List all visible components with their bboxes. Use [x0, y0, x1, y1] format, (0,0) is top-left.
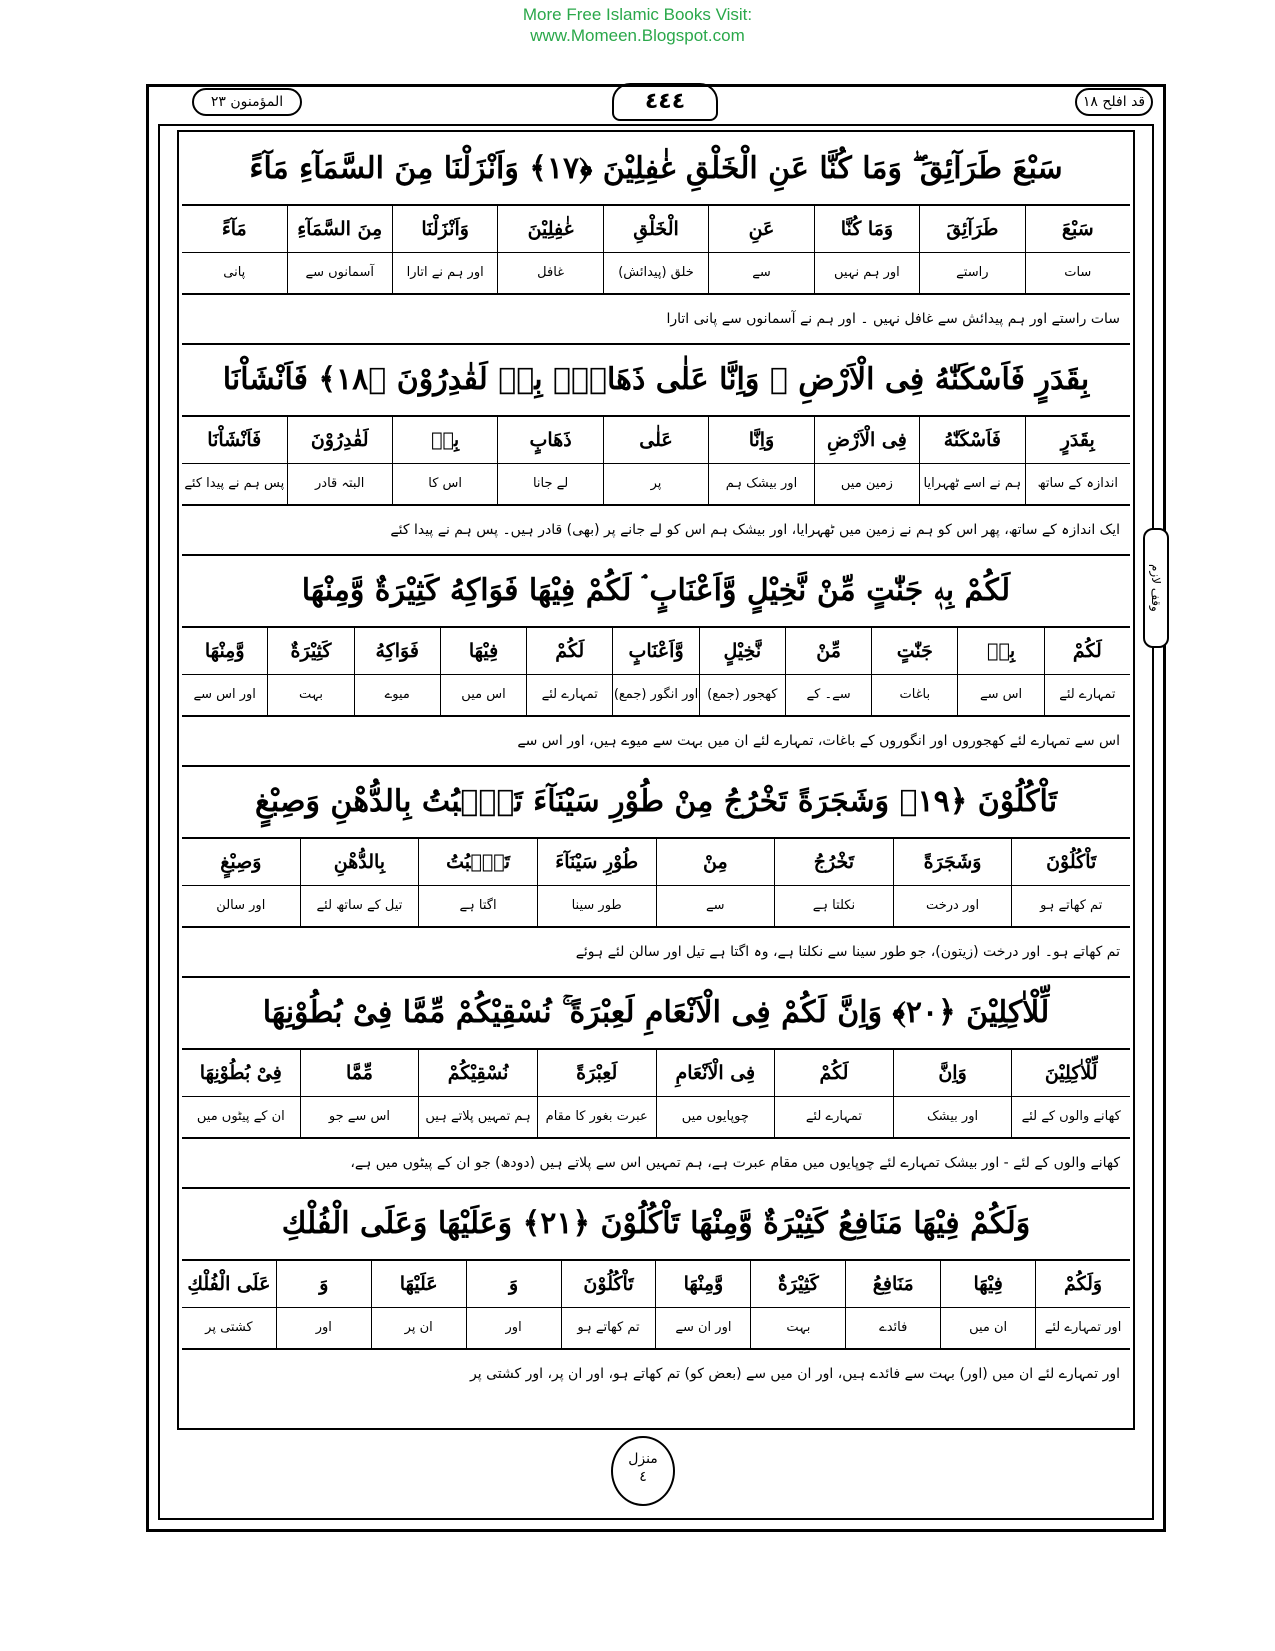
arabic-word-cell: لَكُمْ — [774, 1050, 893, 1096]
arabic-word-cell: طُوْرِ سَيْنَآءَ — [537, 839, 656, 885]
arabic-word-cell: مَنَافِعُ — [845, 1261, 940, 1307]
arabic-word-cell: وَ — [276, 1261, 371, 1307]
arabic-word-cell: بِهٖ — [957, 628, 1043, 674]
arabic-word-cell: مَآءً — [221, 218, 247, 240]
word-meaning-cell: راستے — [919, 253, 1024, 293]
word-meaning-cell: اور ان سے — [655, 1308, 750, 1348]
word-meaning-cell: ان کے پیٹوں میں — [196, 1109, 285, 1124]
verse-section — [182, 556, 1130, 767]
word-meaning-cell: خلق (پیدائش) — [603, 253, 708, 293]
word-meaning-cell: اگتا ہے — [418, 886, 537, 926]
verse-section — [182, 978, 1130, 1189]
word-row — [182, 1261, 1130, 1308]
word-meaning-cell: تمہارے لئے — [1044, 675, 1130, 715]
juz-label: قد افلح ١٨ — [1075, 88, 1153, 116]
arabic-verse-line: لَكُمْ بِهٖ جَنّٰتٍ مِّنْ نَّخِيْلٍ وَّاَعْنَابٍ ۘ لَكُمْ فِيْهَا فَوَاكِهُ كَثِيْرَةٌ وَّمِنْهَا — [182, 556, 1130, 628]
arabic-word-cell: بِقَدَرٍ — [1025, 417, 1130, 463]
arabic-word-cell: فَاَنْشَاْنَا — [207, 429, 262, 451]
verse-section — [182, 767, 1130, 978]
word-meaning-cell: ہم تمہیں پلاتے ہیں — [418, 1097, 537, 1137]
urdu-translation-line: اس سے تمہارے لئے کھجوروں اور انگوروں کے باغات، تمہارے لئے ان میں بہت سے میوے ہیں، اور اس سے — [182, 717, 1130, 767]
arabic-word-cell: بِالدُّهْنِ — [300, 839, 419, 885]
word-meaning-cell: نکلتا ہے — [774, 886, 893, 926]
arabic-word-cell: عَنِ — [708, 206, 813, 252]
word-meaning-cell: پانی — [223, 265, 246, 280]
arabic-word-cell: وَاِنَّا — [708, 417, 813, 463]
word-meaning-cell: اور اس سے — [193, 687, 256, 702]
word-meaning-cell: اور — [276, 1308, 371, 1348]
arabic-word-cell: لَعِبْرَةً — [537, 1050, 656, 1096]
arabic-word-cell: وَلَكُمْ — [1035, 1261, 1130, 1307]
word-meaning-cell: پر — [603, 464, 708, 504]
word-meaning-cell: ان میں — [940, 1308, 1035, 1348]
page-content — [182, 134, 1130, 1398]
word-meaning-cell: اور بیشک ہم — [708, 464, 813, 504]
arabic-word-cell: سَبْعَ — [1025, 206, 1130, 252]
arabic-word-cell: كَثِيْرَةٌ — [750, 1261, 845, 1307]
promo-banner[interactable] — [0, 4, 1275, 46]
arabic-word-cell: جَنّٰتٍ — [871, 628, 957, 674]
word-row — [182, 839, 1130, 886]
word-meaning-cell: اس سے — [957, 675, 1043, 715]
waqf-badge: وقف لازم — [1143, 528, 1169, 648]
word-meaning-cell: اندازہ کے ساتھ — [1025, 464, 1130, 504]
word-meaning-cell: کھانے والوں کے لئے — [1011, 1097, 1130, 1137]
word-meaning-cell: اور تمہارے لئے — [1035, 1308, 1130, 1348]
arabic-word-cell: ذَهَابٍ — [497, 417, 602, 463]
urdu-translation-line: کھانے والوں کے لئے - اور بیشک تمہارے لئے چوپایوں میں مقام عبرت ہے، ہم تمہیں اس سے پلاتے ہیں (دودھ) جو ان کے پیٹوں میں ہے، — [182, 1139, 1130, 1189]
word-meaning-cell: پس ہم نے پیدا کئے — [184, 476, 285, 491]
word-meaning-cell: میوے — [354, 675, 440, 715]
manzil-number: ٤ — [639, 1469, 647, 1485]
word-row — [182, 1050, 1130, 1097]
arabic-word-cell: وَاَنْزَلْنَا — [392, 206, 497, 252]
arabic-word-cell: تَاْكُلُوْنَ — [1011, 839, 1130, 885]
arabic-word-cell: مِنَ السَّمَآءِ — [287, 206, 392, 252]
verse-section — [182, 1189, 1130, 1398]
surah-label: المؤمنون ٢٣ — [192, 88, 302, 116]
arabic-word-cell: لَكُمْ — [526, 628, 612, 674]
arabic-verse-line: تَاْكُلُوْنَ ﴿١٩﴾ وَشَجَرَةً تَخْرُجُ مِنْ طُوْرِ سَيْنَآءَ تَنْۢبُتُ بِالدُّهْنِ وَصِبْغٍ — [182, 767, 1130, 839]
translation-row — [182, 1097, 1130, 1139]
word-meaning-cell: سے — [656, 886, 775, 926]
arabic-word-cell: وَاِنَّ — [893, 1050, 1012, 1096]
word-meaning-cell: کشتی پر — [205, 1320, 253, 1335]
word-meaning-cell: سے — [708, 253, 813, 293]
promo-line-1: More Free Islamic Books Visit: — [522, 5, 753, 24]
translation-row — [182, 1308, 1130, 1350]
arabic-word-cell: نَّخِيْلٍ — [699, 628, 785, 674]
arabic-word-cell: تَنْۢبُتُ — [418, 839, 537, 885]
arabic-word-cell: مِنْ — [656, 839, 775, 885]
arabic-word-cell: وَّاَعْنَابٍ — [612, 628, 698, 674]
page-number: ٤٤٤ — [612, 83, 718, 121]
urdu-translation-line: اور تمہارے لئے ان میں (اور) بہت سے فائدے ہیں، اور ان میں سے (بعض کو) تم کھاتے ہو، اور ان پر، اور کشتی پر — [470, 1366, 1120, 1382]
word-meaning-cell: تیل کے ساتھ لئے — [300, 886, 419, 926]
arabic-word-cell: تَاْكُلُوْنَ — [561, 1261, 656, 1307]
arabic-word-cell: فِيْهَا — [440, 628, 526, 674]
word-meaning-cell: اور ہم نے اتارا — [392, 253, 497, 293]
arabic-word-cell: فِى الْاَنْعَامِ — [656, 1050, 775, 1096]
word-meaning-cell: اس کا — [392, 464, 497, 504]
manzil-marker — [611, 1436, 675, 1506]
arabic-word-cell: فِىْ بُطُوْنِهَا — [199, 1062, 282, 1084]
manzil-label: منزل — [628, 1451, 658, 1467]
word-meaning-cell: سات — [1025, 253, 1130, 293]
word-meaning-cell: اور — [466, 1308, 561, 1348]
word-meaning-cell: بہت — [750, 1308, 845, 1348]
word-row — [182, 417, 1130, 464]
word-meaning-cell: اس سے جو — [300, 1097, 419, 1137]
word-meaning-cell: البتہ قادر — [287, 464, 392, 504]
word-meaning-cell: تم کھاتے ہو — [1011, 886, 1130, 926]
arabic-word-cell: وَّمِنْهَا — [655, 1261, 750, 1307]
word-meaning-cell: آسمانوں سے — [287, 253, 392, 293]
word-meaning-cell: ہم نے اسے ٹھہرایا — [919, 464, 1024, 504]
word-meaning-cell: تمہارے لئے — [526, 675, 612, 715]
arabic-word-cell: عَلٰى — [603, 417, 708, 463]
arabic-word-cell: مِّنْ — [785, 628, 871, 674]
arabic-word-cell: نُسْقِيْكُمْ — [418, 1050, 537, 1096]
translation-row — [182, 675, 1130, 717]
arabic-word-cell: عَلَيْهَا — [371, 1261, 466, 1307]
word-meaning-cell: بہت — [267, 675, 353, 715]
arabic-word-cell: لَكُمْ — [1044, 628, 1130, 674]
verse-section — [182, 134, 1130, 345]
arabic-word-cell: لَقٰدِرُوْنَ — [287, 417, 392, 463]
word-meaning-cell: اور درخت — [893, 886, 1012, 926]
arabic-verse-line: لِّلْاٰكِلِيْنَ ﴿٢٠﴾ وَاِنَّ لَكُمْ فِى الْاَنْعَامِ لَعِبْرَةً ۚ نُسْقِيْكُمْ مِّمَّا فِىْ بُطُوْنِهَا — [182, 978, 1130, 1050]
arabic-word-cell: وَمَا كُنَّا — [814, 206, 919, 252]
arabic-word-cell: وَّمِنْهَا — [204, 640, 245, 662]
word-meaning-cell: تم کھاتے ہو — [561, 1308, 656, 1348]
word-meaning-cell: باغات — [871, 675, 957, 715]
word-meaning-cell: کھجور (جمع) — [699, 675, 785, 715]
arabic-word-cell: فَوَاكِهُ — [354, 628, 440, 674]
word-meaning-cell: غافل — [497, 253, 602, 293]
urdu-translation-line: تم کھاتے ہو۔ اور درخت (زیتون)، جو طور سینا سے نکلتا ہے، وہ اگتا ہے تیل اور سالن لئے ہوئے — [182, 928, 1130, 978]
word-meaning-cell: تمہارے لئے — [774, 1097, 893, 1137]
arabic-word-cell: كَثِيْرَةٌ — [267, 628, 353, 674]
arabic-word-cell: غٰفِلِيْنَ — [497, 206, 602, 252]
verse-section — [182, 345, 1130, 556]
arabic-word-cell: فِيْهَا — [940, 1261, 1035, 1307]
word-meaning-cell: اس میں — [440, 675, 526, 715]
word-meaning-cell: اور بیشک — [893, 1097, 1012, 1137]
arabic-word-cell: مِّمَّا — [300, 1050, 419, 1096]
word-meaning-cell: اور سالن — [216, 898, 266, 913]
translation-row — [182, 464, 1130, 506]
arabic-word-cell: وَشَجَرَةً — [893, 839, 1012, 885]
translation-row — [182, 886, 1130, 928]
arabic-verse-line: بِقَدَرٍ فَاَسْكَنّٰهُ فِى الْاَرْضِ ۖ وَاِنَّا عَلٰى ذَهَابٍۢ بِهٖ لَقٰدِرُوْنَ ﴿١٨﴾ فَاَنْشَاْنَا — [182, 345, 1130, 417]
arabic-word-cell: الْخَلْقِ — [603, 206, 708, 252]
word-meaning-cell: زمین میں — [814, 464, 919, 504]
arabic-word-cell: بِهٖ — [392, 417, 497, 463]
word-row — [182, 206, 1130, 253]
arabic-word-cell: وَصِبْغٍ — [220, 851, 262, 873]
word-row — [182, 628, 1130, 675]
urdu-translation-line: سات راستے اور ہم پیدائش سے غافل نہیں ۔ اور ہم نے آسمانوں سے پانی اتارا — [182, 295, 1130, 345]
word-meaning-cell: اور انگور (جمع) — [612, 675, 698, 715]
promo-link[interactable]: www.Momeen.Blogspot.com — [530, 26, 745, 45]
arabic-word-cell: طَرَآئِقَ — [919, 206, 1024, 252]
word-meaning-cell: ان پر — [371, 1308, 466, 1348]
word-meaning-cell: سے۔ کے — [785, 675, 871, 715]
word-meaning-cell: لے جانا — [497, 464, 602, 504]
arabic-verse-line: وَلَكُمْ فِيْهَا مَنَافِعُ كَثِيْرَةٌ وَّمِنْهَا تَاْكُلُوْنَ ﴿٢١﴾ وَعَلَيْهَا وَعَلَى الْفُلْكِ — [182, 1189, 1130, 1261]
arabic-word-cell: وَ — [466, 1261, 561, 1307]
arabic-word-cell: فَاَسْكَنّٰهُ — [919, 417, 1024, 463]
word-meaning-cell: چوپایوں میں — [656, 1097, 775, 1137]
arabic-word-cell: عَلَى الْفُلْكِ — [187, 1273, 271, 1295]
arabic-verse-line: سَبْعَ طَرَآئِقَ ۖ وَمَا كُنَّا عَنِ الْخَلْقِ غٰفِلِيْنَ ﴿١٧﴾ وَاَنْزَلْنَا مِنَ السَّمَآءِ مَآءً — [182, 134, 1130, 206]
urdu-translation-line: ایک اندازہ کے ساتھ، پھر اس کو ہم نے زمین میں ٹھہرایا، اور بیشک ہم اس کو لے جانے پر (بھی) قادر ہیں۔ پس ہم نے پیدا کئے — [182, 506, 1130, 556]
arabic-word-cell: تَخْرُجُ — [774, 839, 893, 885]
arabic-word-cell: لِّلْاٰكِلِيْنَ — [1011, 1050, 1130, 1096]
word-meaning-cell: طور سینا — [537, 886, 656, 926]
arabic-word-cell: فِى الْاَرْضِ — [814, 417, 919, 463]
word-meaning-cell: عبرت بغور کا مقام — [537, 1097, 656, 1137]
translation-row — [182, 253, 1130, 295]
word-meaning-cell: اور ہم نہیں — [814, 253, 919, 293]
word-meaning-cell: فائدے — [845, 1308, 940, 1348]
